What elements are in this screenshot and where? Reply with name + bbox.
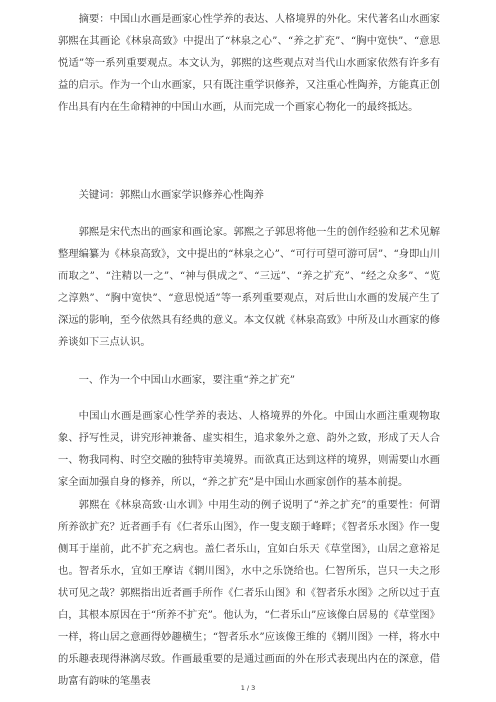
section1-paragraph-2: 郭熙在《林泉高致·山水训》中用生动的例子说明了“养之扩充”的重要性：何谓所养欲扩充？近者画手有《仁者乐山图》，作一叟支颐于峰畔；《智者乐水图》作一叟侧耳于崖前，此不扩充之病也。盖仁者乐山，宜如白乐天《草堂图》，山居之意裕足也。智者乐水，宜如王摩诘《辋川图》，水中之乐饶给也。仁智所乐，岂只一夫之形状可见之哉？郭熙指出近者画手所作《仁者乐山图》和《智者乐水图》之所以过于直白，其根本原因在于“所养不扩充”。他认为，“仁者乐山”应该像白居易的《草堂图》一样，将山居之意画得妙趣横生；“智者乐水”应该像王维的《辋川图》一样，将水中的乐趣表现得淋漓尽致。作画最重要的是通过画面的外在形式表现出内在的深意，借助富有韵味的笔墨表 <box>58 499 440 687</box>
page-number: 1 / 3 <box>240 684 256 692</box>
intro-paragraph: 郭熙是宋代杰出的画家和画论家。郭熙之子郭思将他一生的创作经验和艺术见解整理编纂为《林泉高致》，文中提出的“林泉之心”、“可行可望可游可居”、“身即山川而取之”、“注精以一之”、“神与俱成之”、“三远”、“养之扩充”、“经之众多”、“览之淳熟”、“胸中宽快”、“意思悦适”等一系列重要观点，对后世山水画的发展产生了深远的影响，至今依然具有经典的意义。本文仅就《林泉高致》中所及山水画家的修养谈如下三点认识。 <box>58 226 440 348</box>
section1-paragraph-1: 中国山水画是画家心性学养的表达、人格境界的外化。中国山水画注重观物取象、抒写性灵，讲究形神兼备、虚实相生，追求象外之意、韵外之致，形成了天人合一、物我同构、时空交融的独特审美境界。而欲真正达到这样的境界，则需要山水画家全面加强自身的修养，所以，“养之扩充”是中国山水画家创作的基本前提。 <box>58 410 440 488</box>
keywords-line: 关键词：郭熙山水画家学识修养心性陶养 <box>78 189 264 201</box>
section1-heading: 一、作为一个中国山水画家，要注重“养之扩充” <box>78 374 296 386</box>
abstract-paragraph: 摘要：中国山水画是画家心性学养的表达、人格境界的外化。宋代著名山水画家郭熙在其画论《林泉高致》中提出了“林泉之心”、“养之扩充”、“胸中宽快”、“意思悦适”等一系列重要观点。本文认为，郭熙的这些观点对当代山水画家依然有许多有益的启示。作为一个山水画家，只有既注重学识修养，又注重心性陶养，方能真正创作出具有内在生命精神的中国山水画，从而完成一个画家心物化一的最终抵达。 <box>58 13 440 113</box>
